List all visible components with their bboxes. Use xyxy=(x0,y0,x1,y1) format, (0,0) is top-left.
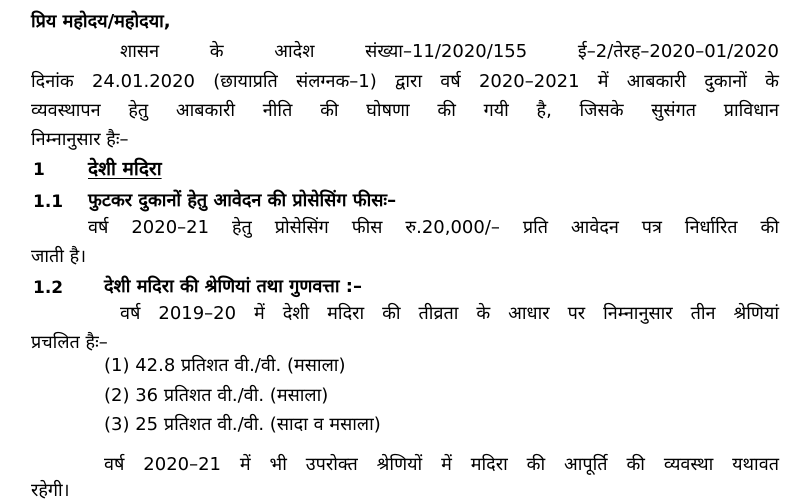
section-1-2-body-line-1: वर्ष 2019–20 में देशी मदिरा की तीव्रता के आधार पर निम्नानुसार तीन श्रेणियां xyxy=(120,303,779,324)
intro-line-2: दिनांक 24.01.2020 (छायाप्रति संलग्नक–1) द्वारा वर्ष 2020–2021 में आबकारी दुकानों के xyxy=(31,71,779,92)
intro-line-4: निम्नानुसार हैः– xyxy=(31,129,129,150)
intro-line-3: व्यवस्थापन हेतु आबकारी नीति की घोषणा की गयी है, जिसके सुसंगत प्राविधान xyxy=(31,100,779,121)
intro-line-1: शासन के आदेश संख्या–11/2020/155 ई–2/तेरह–2020–01/2020 xyxy=(120,41,779,62)
section-1-2-title: देशी मदिरा की श्रेणियां तथा गुणवत्ता :– xyxy=(104,276,362,297)
section-1-2-closing-line-2: रहेगी। xyxy=(31,480,70,501)
section-1-1-body-line-1: वर्ष 2020–21 हेतु प्रोसेसिंग फीस रु.20,000/– प्रति आवेदन पत्र निर्धारित की xyxy=(88,217,779,238)
section-1-2-closing-line-1: वर्ष 2020–21 में भी उपरोक्त श्रेणियों में मदिरा की आपूर्ति की व्यवस्था यथावत xyxy=(104,454,779,475)
section-1-1-body-line-2: जाती है। xyxy=(31,246,87,267)
section-1-number: 1 xyxy=(33,160,45,180)
category-item-3: (3) 25 प्रतिशत वी./वी. (सादा व मसाला) xyxy=(104,414,381,435)
section-1-1-number: 1.1 xyxy=(33,192,64,212)
salutation: प्रिय महोदय/महोदया, xyxy=(31,11,171,32)
section-1-1-title: फुटकर दुकानों हेतु आवेदन की प्रोसेसिंग फीसः– xyxy=(88,190,397,211)
section-1-2-body-line-2: प्रचलित हैः– xyxy=(31,332,108,353)
section-1-title: देशी मदिरा xyxy=(88,158,162,180)
category-item-2: (2) 36 प्रतिशत वी./वी. (मसाला) xyxy=(104,385,329,406)
section-1-2-number: 1.2 xyxy=(33,278,64,298)
category-item-1: (1) 42.8 प्रतिशत वी./वी. (मसाला) xyxy=(104,355,346,376)
